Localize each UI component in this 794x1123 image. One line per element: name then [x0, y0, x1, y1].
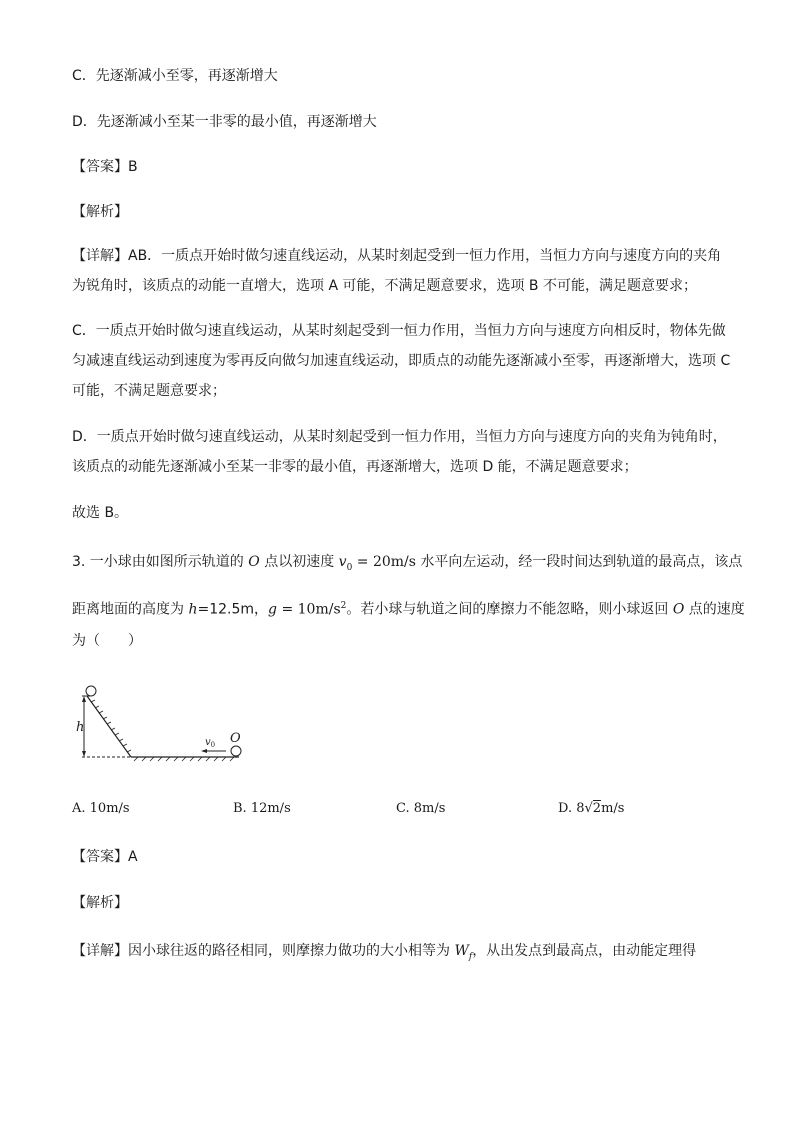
- height-arrow-head-up: [82, 696, 86, 702]
- option-d-prefix: D. 8: [558, 801, 585, 816]
- track-diagram: [74, 680, 254, 768]
- detail-c-line-3: 可能，不满足题意要求；: [72, 383, 226, 399]
- detail-ab-line-2: 为锐角时，该质点的动能一直增大，选项 A 可能，不满足题意要求，选项 B 不可能，满足题意要求；: [72, 278, 697, 294]
- v0-label: $v_0$: [205, 737, 216, 749]
- option-d-prev: D．先逐渐减小至某一非零的最小值，再逐渐增大: [72, 114, 377, 130]
- q3-text: 点以初速度: [259, 554, 339, 570]
- option-a[interactable]: A. 10m/s: [72, 801, 130, 816]
- slope-line: [87, 696, 131, 757]
- option-c-prev: C．先逐渐减小至零，再逐渐增大: [72, 68, 278, 84]
- detail-q3-text: 【详解】因小球往返的路径相同，则摩擦力做功的大小相等为: [72, 943, 455, 959]
- h-symbol: h: [188, 601, 198, 618]
- slope-hatching: [91, 700, 131, 752]
- conclusion: 故选 B。: [72, 505, 129, 521]
- detail-q3: [72, 941, 696, 967]
- point-o: O: [248, 554, 260, 570]
- q3-text: 。若小球与轨道之间的摩擦力不能忽略，则小球返回: [346, 601, 673, 618]
- g-exponent: 2: [340, 601, 347, 611]
- detail-ab-line-1: 【详解】AB．一质点开始时做匀速直线运动，从某时刻起受到一恒力作用，当恒力方向与速度方向的夹角: [72, 248, 722, 264]
- answer-label: 【答案】B: [72, 159, 138, 175]
- detail-q3-text: ，从出发点到最高点，由动能定理得: [472, 943, 697, 959]
- question-3-line-2: [72, 596, 745, 620]
- option-d-unit: m/s: [601, 801, 625, 816]
- velocity-arrow-head: [201, 749, 207, 753]
- v0-symbol: v: [338, 554, 347, 570]
- g-symbol: g: [268, 601, 277, 618]
- point-o: O: [672, 601, 685, 618]
- option-b[interactable]: B. 12m/s: [233, 801, 291, 816]
- o-label: O: [230, 731, 241, 746]
- detail-c-line-2: 匀减速直线运动到速度为零再反向做匀加速直线运动，即质点的动能先逐渐减小至零，再逐渐增大，选项 C: [72, 353, 731, 369]
- ball-top-icon: [86, 686, 96, 696]
- analysis-label-q3: 【解析】: [72, 895, 128, 911]
- option-c[interactable]: C. 8m/s: [396, 801, 446, 816]
- detail-d-line-2: 该质点的动能先逐渐减小至某一非零的最小值，再逐渐增大，选项 D 能，不满足题意要求；: [72, 459, 638, 475]
- option-d[interactable]: [558, 801, 624, 816]
- sqrt-icon: √: [584, 801, 593, 816]
- analysis-label: 【解析】: [72, 204, 128, 220]
- detail-d-line-1: D．一质点开始时做匀速直线运动，从某时刻起受到一恒力作用，当恒力方向与速度方向的夹角为钝角时，: [72, 429, 727, 445]
- detail-c-line-1: C．一质点开始时做匀速直线运动，从某时刻起受到一恒力作用，当恒力方向与速度方向相反时，物体先做: [72, 323, 726, 339]
- h-value: =12.5m，: [197, 601, 269, 618]
- q3-text: 水平向左运动，经一段时间达到轨道的最高点，该点: [415, 554, 743, 570]
- wf-subscript: f: [468, 951, 473, 962]
- wf-symbol: W: [454, 943, 469, 959]
- v0-subscript: 0: [346, 562, 353, 573]
- answer-label-q3: 【答案】A: [72, 849, 138, 865]
- g-value: = 10m/s: [277, 601, 341, 618]
- q3-text: 距离地面的高度为: [72, 601, 189, 618]
- ball-o-icon: [231, 746, 241, 756]
- question-3-line-3: 为（ ）: [72, 633, 142, 649]
- question-3-line-1: [72, 552, 742, 578]
- height-arrow-head-down: [82, 751, 86, 757]
- sqrt-radicand: 2: [592, 801, 602, 816]
- h-label: h: [76, 720, 85, 735]
- q3-text: 点的速度: [684, 601, 745, 618]
- q3-text: 3. 一小球由如图所示轨道的: [72, 554, 249, 570]
- v0-value: = 20m/s: [352, 554, 416, 570]
